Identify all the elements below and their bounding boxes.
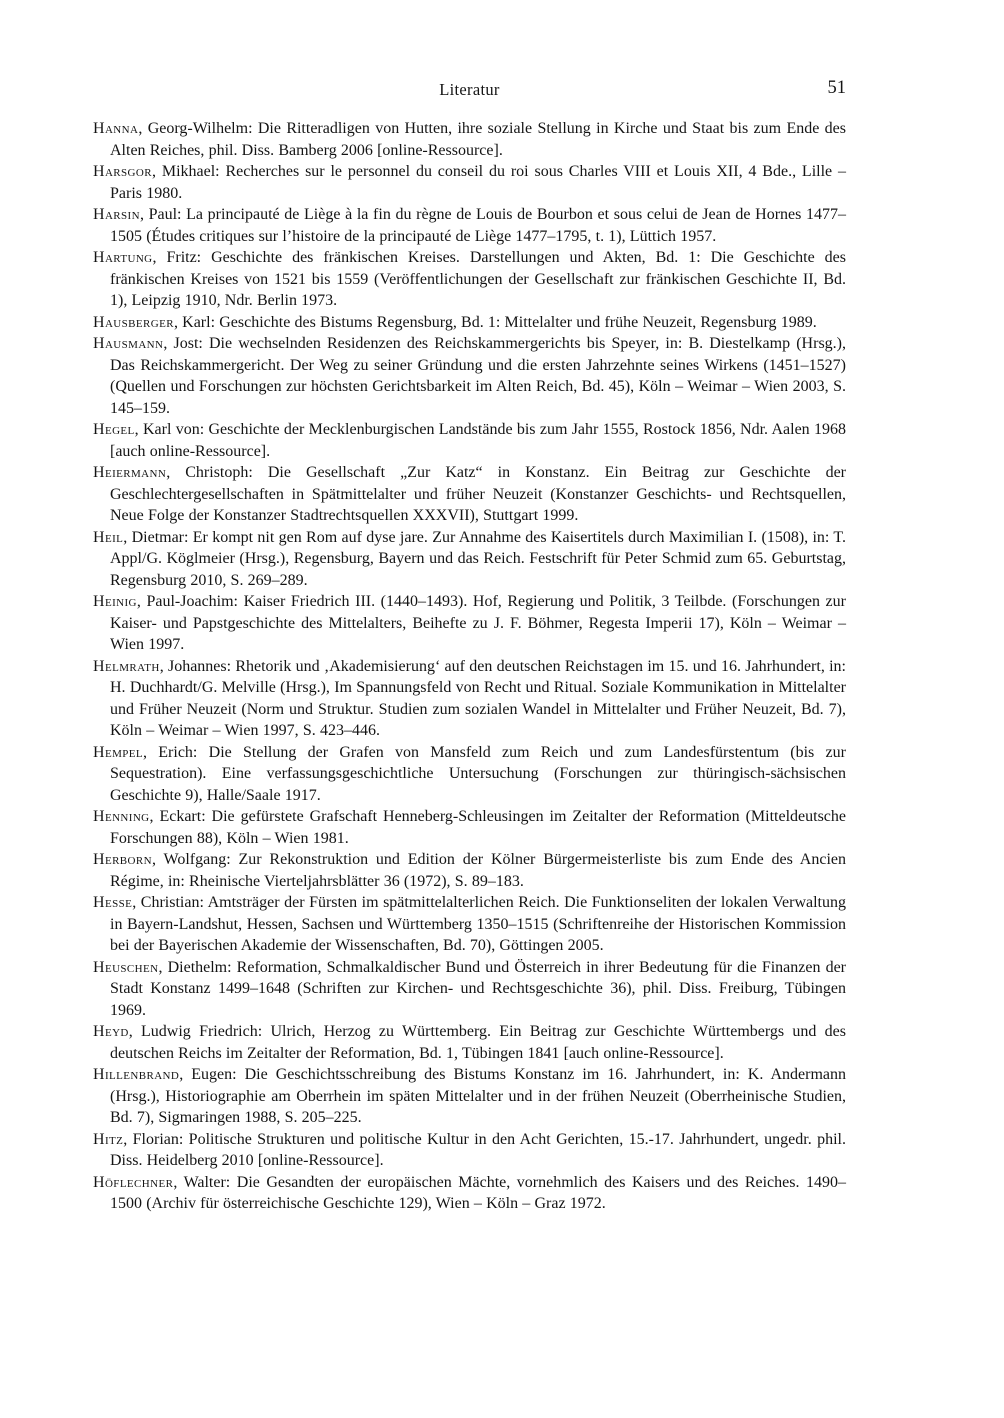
entry-author: Harsin [93, 206, 140, 223]
bibliography-entry [93, 849, 846, 892]
entry-author: Helmrath [93, 657, 160, 675]
bibliography-entry [93, 1172, 846, 1215]
entry-author: Hempel [93, 743, 144, 761]
bibliography-entry [93, 161, 846, 204]
entry-author: Hartung [93, 249, 153, 266]
entry-author: Hausmann [93, 335, 164, 352]
entry-text: , Mikhael: Recherches sur le personnel du conseil du roi sous Charles VIII et Louis XII, 4 Bde., Lille – Paris 1980. [110, 163, 846, 202]
entry-text: , Karl von: Geschichte der Mecklenburgischen Landstände bis zum Jahr 1555, Rostock 1856, Ndr. Aalen 1968 [auch online-Ressource]. [110, 421, 846, 460]
entry-text: , Dietmar: Er kompt nit gen Rom auf dyse jare. Zur Annahme des Kaisertitels durch Maximilian I. (1508), in: T. Appl/G. Köglmeier (Hrsg.), Regensburg, Bayern und das Reich. Festschrift für Peter Schmid zum 65. Geburtstag, Regensburg 2010, S. 269–289. [110, 528, 846, 589]
bibliography-entry [93, 742, 846, 807]
entry-author: Hanna [93, 120, 139, 137]
entry-author: Hitz [93, 1130, 124, 1148]
entry-author: Heuschen [93, 958, 159, 976]
bibliography-entry [93, 591, 846, 656]
bibliography-entry [93, 527, 846, 592]
entry-author: Heinig [93, 593, 137, 610]
entry-author: Henning [93, 808, 150, 825]
bibliography-entry [93, 656, 846, 742]
entry-author: Hegel [93, 421, 135, 438]
entry-text: , Paul-Joachim: Kaiser Friedrich III. (1440–1493). Hof, Regierung und Politik, 3 Teilbde. (Forschungen zur Kaiser- und Papstgeschichte des Mittelalters, Beihefte zu J. F. Böhmer, Regesta Imperii 17), Köln – Weimar – Wien 1997. [110, 593, 846, 653]
entry-text: , Diethelm: Reformation, Schmalkaldischer Bund und Österreich in ihrer Bedeutung für die Finanzen der Stadt Konstanz 1499–1648 (Schriften zur Kirchen- und Rechtsgeschichte 36), phil. Diss. Freiburg, Tübingen 1969. [110, 958, 846, 1019]
bibliography-list [93, 118, 846, 1215]
bibliography-entry [93, 419, 846, 462]
bibliography-entry [93, 892, 846, 957]
entry-author: Höflechner [93, 1173, 174, 1191]
entry-text: , Christian: Amtsträger der Fürsten im spätmittelalterlichen Reich. Die Funktionseliten der lokalen Verwaltung in Bayern-Landshut, Hessen, Sachsen und Württemberg 1350–1515 (Schriftenreihe der Historischen Kommission bei der Bayerischen Akademie der Wissenschaften, Bd. 70), Göttingen 2005. [110, 894, 846, 954]
entry-text: , Christoph: Die Gesellschaft „Zur Katz“ in Konstanz. Ein Beitrag zur Geschichte der Geschlechtergesellschaften in Spätmittelalter und früher Neuzeit (Konstanzer Geschichts- und Rechtsquellen, Neue Folge der Konstanzer Stadtrechtsquellen XXXVII), Stuttgart 1999. [110, 464, 846, 524]
bibliography-entry [93, 1129, 846, 1172]
entry-text: , Fritz: Geschichte des fränkischen Kreises. Darstellungen und Akten, Bd. 1: Die Geschichte des fränkischen Kreises von 1521 bis 1559 (Veröffentlichungen der Gesellschaft zur fränkischen Geschichte II, Bd. 1), Leipzig 1910, Ndr. Berlin 1973. [110, 249, 846, 309]
page-content [93, 80, 846, 1215]
bibliography-entry [93, 312, 846, 334]
page-header [93, 80, 846, 102]
entry-author: Heil [93, 528, 124, 546]
entry-text: , Florian: Politische Strukturen und politische Kultur in den Acht Gerichten, 15.-17. Jahrhundert, ungedr. phil. Diss. Heidelberg 2010 [online-Ressource]. [110, 1130, 846, 1169]
bibliography-entry [93, 957, 846, 1022]
entry-text: , Walter: Die Gesandten der europäischen Mächte, vornehmlich des Kaisers und des Reiches. 1490–1500 (Archiv für österreichische Geschichte 129), Wien – Köln – Graz 1972. [110, 1173, 846, 1212]
entry-text: , Ludwig Friedrich: Ulrich, Herzog zu Württemberg. Ein Beitrag zur Geschichte Württembergs und des deutschen Reichs im Zeitalter der Reformation, Bd. 1, Tübingen 1841 [auch online-Ressource]. [110, 1023, 846, 1062]
entry-text: , Karl: Geschichte des Bistums Regensburg, Bd. 1: Mittelalter und frühe Neuzeit, Regensburg 1989. [173, 313, 817, 331]
entry-author: Hesse [93, 894, 133, 911]
bibliography-entry [93, 462, 846, 527]
entry-text: , Wolfgang: Zur Rekonstruktion und Edition der Kölner Bürgermeisterliste bis zum Ende des Ancien Régime, in: Rheinische Vierteljahrsblätter 36 (1972), S. 89–183. [110, 851, 846, 890]
entry-text: , Jost: Die wechselnden Residenzen des Reichskammergerichts bis Speyer, in: B. Diestelkamp (Hrsg.), Das Reichskammergericht. Der Weg zu seiner Gründung und die ersten Jahrzehnte seines Wirkens (1451–1527) (Quellen und Forschungen zur höchsten Gerichtsbarkeit im Alten Reich, Bd. 45), Köln – Weimar – Wien 2003, S. 145–159. [110, 335, 846, 417]
entry-author: Hillenbrand [93, 1066, 180, 1083]
entry-author: Heyd [93, 1023, 129, 1040]
running-title: Literatur [439, 80, 500, 99]
bibliography-entry [93, 1021, 846, 1064]
bibliography-entry [93, 806, 846, 849]
bibliography-entry [93, 247, 846, 312]
entry-text: , Erich: Die Stellung der Grafen von Mansfeld zum Reich und zum Landesfürstentum (bis zur Sequestration). Eine verfassungsgeschichtliche Untersuchung (Forschungen zur thüringisch-sächsischen Geschichte 9), Halle/Saale 1917. [110, 743, 846, 804]
entry-author: Heiermann [93, 464, 167, 481]
entry-text: , Paul: La principauté de Liège à la fin du règne de Louis de Bourbon et sous celui de Jean de Hornes 1477–1505 (Études critiques sur l’histoire de la principauté de Liège 1477–1795, t. 1), Lüttich 1957. [110, 206, 846, 245]
entry-text: , Georg-Wilhelm: Die Ritteradligen von Hutten, ihre soziale Stellung in Kirche und Staat bis zum Ende des Alten Reiches, phil. Diss. Bamberg 2006 [online-Ressource]. [110, 120, 846, 159]
bibliography-entry [93, 333, 846, 419]
entry-text: , Eugen: Die Geschichtsschreibung des Bistums Konstanz im 16. Jahrhundert, in: K. Andermann (Hrsg.), Historiographie am Oberrhein im späten Mittelalter und in der frühen Neuzeit (Oberrheinische Studien, Bd. 7), Sigmaringen 1988, S. 205–225. [110, 1066, 846, 1126]
entry-author: Herborn [93, 851, 152, 868]
bibliography-entry [93, 118, 846, 161]
entry-text: , Johannes: Rhetorik und ‚Akademisierung‘ auf den deutschen Reichstagen im 15. und 16. Jahrhundert, in: H. Duchhardt/G. Melville (Hrsg.), Im Spannungsfeld von Recht und Ritual. Soziale Kommunikation in Mittelalter und Früher Neuzeit (Norm und Struktur. Studien zum sozialen Wandel in Mittelalter und Früher Neuzeit, Bd. 7), Köln – Weimar – Wien 1997, S. 423–446. [110, 657, 846, 739]
page-number: 51 [827, 78, 846, 98]
entry-text: , Eckart: Die gefürstete Grafschaft Henneberg-Schleusingen im Zeitalter der Reformation (Mitteldeutsche Forschungen 88), Köln – Wien 1981. [110, 808, 846, 847]
bibliography-entry [93, 204, 846, 247]
entry-author: Hausberger [93, 313, 174, 331]
bibliography-entry [93, 1064, 846, 1129]
entry-author: Harsgor [93, 163, 152, 180]
